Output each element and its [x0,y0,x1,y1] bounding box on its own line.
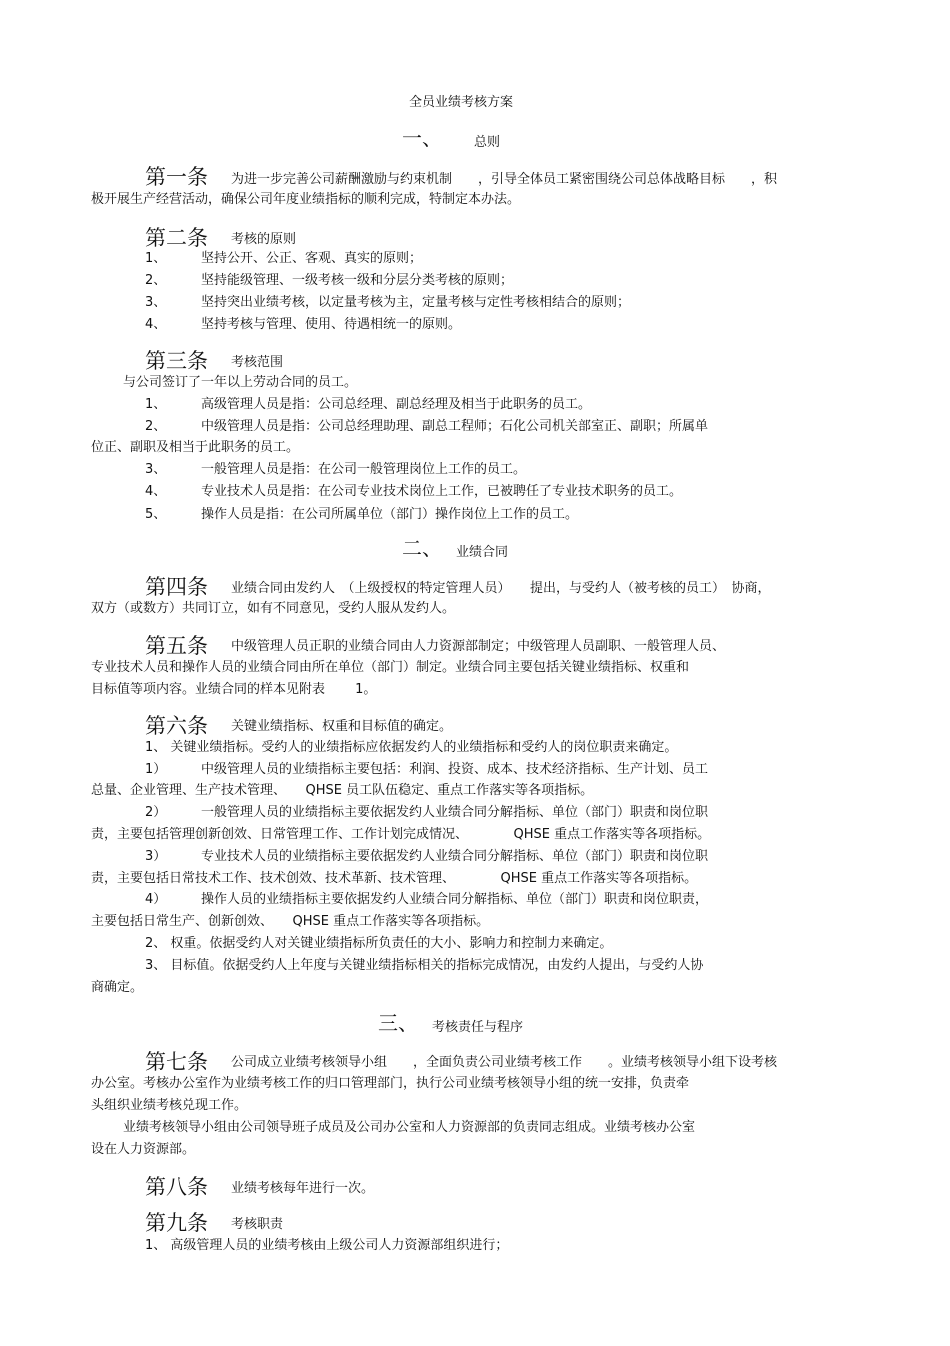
list-item-number: 2、 [145,419,167,434]
article-label: 关键业绩指标、权重和目标值的确定。 [231,719,453,734]
article-label: 考核的原则 [231,232,297,247]
paragraph-line: 与公司签订了一年以上劳动合同的员工。 [123,375,358,390]
article-heading: 第一条 [145,165,208,189]
paragraph-line: 中级管理人员正职的业绩合同由人力资源部制定；中级管理人员副职、一般管理人员、 [231,639,726,654]
article-label: 考核范围 [231,355,284,370]
list-item: 操作人员是指：在公司所属单位（部门）操作岗位上工作的员工。 [201,507,579,522]
list-item: 1、 关键业绩指标。受约人的业绩指标应依据发约人的业绩指标和受约人的岗位职责来确定。 [145,740,678,755]
paragraph-line: 公司成立业绩考核领导小组 ，全面负责公司业绩考核工作 。业绩考核领导小组下设考核 [231,1055,778,1070]
document-title: 全员业绩考核方案 [409,95,514,110]
section-title: 总则 [474,135,501,150]
paragraph-line: 设在人力资源部。 [91,1142,196,1157]
list-item-continuation: 责，主要包括管理创新创效、日常管理工作、工作计划完成情况、 QHSE 重点工作落实等各项指标。 [91,827,711,842]
list-item: 2、 权重。依据受约人对关键业绩指标所负责任的大小、影响力和控制力来确定。 [145,936,613,951]
list-item: 专业技术人员是指：在公司专业技术岗位上工作，已被聘任了专业技术职务的员工。 [201,484,683,499]
list-item: 专业技术人员的业绩指标主要依据发约人业绩合同分解指标、单位（部门）职责和岗位职 [201,849,709,864]
list-item-number: 4、 [145,317,167,332]
list-item-continuation: 商确定。 [91,980,144,995]
list-item: 一般管理人员的业绩指标主要依据发约人业绩合同分解指标、单位（部门）职责和岗位职 [201,805,709,820]
paragraph-line: 办公室。考核办公室作为业绩考核工作的归口管理部门，执行公司业绩考核领导小组的统一安排，负责牵 [91,1076,690,1091]
list-item-continuation: 位正、副职及相当于此职务的员工。 [91,440,300,455]
list-item-number: 3、 [145,295,167,310]
article-heading: 第二条 [145,226,208,250]
paragraph-line: 业绩考核领导小组由公司领导班子成员及公司办公室和人力资源部的负责同志组成。业绩考核办公室 [123,1120,696,1135]
list-item-number: 1、 [145,397,167,412]
list-item-number: 3、 [145,462,167,477]
list-item-number: 2、 [145,273,167,288]
paragraph-line: 目标值等项内容。业绩合同的样本见附表 1。 [91,682,377,697]
list-item-number: 1、 [145,251,167,266]
list-item-number: 5、 [145,507,167,522]
list-item-number: 2） [145,805,167,820]
section-title: 业绩合同 [456,545,509,560]
list-item-number: 4） [145,892,167,907]
section-number: 三、 [378,1011,418,1035]
list-item-continuation: 总量、企业管理、生产技术管理、 QHSE 员工队伍稳定、重点工作落实等各项指标。 [91,783,594,798]
article-heading: 第三条 [145,349,208,373]
article-heading: 第四条 [145,575,208,599]
paragraph-line: 为进一步完善公司薪酬激励与约束机制 ，引导全体员工紧密围绕公司总体战略目标 ，积 [231,172,778,187]
article-heading: 第五条 [145,634,208,658]
list-item: 坚持能级管理、一级考核一级和分层分类考核的原则； [201,273,514,288]
list-item-continuation: 主要包括日常生产、创新创效、 QHSE 重点工作落实等各项指标。 [91,914,490,929]
list-item: 1、 高级管理人员的业绩考核由上级公司人力资源部组织进行； [145,1238,509,1253]
list-item: 坚持公开、公正、客观、真实的原则； [201,251,423,266]
list-item: 操作人员的业绩指标主要依据发约人业绩合同分解指标、单位（部门）职责和岗位职责， [201,892,709,907]
list-item: 一般管理人员是指：在公司一般管理岗位上工作的员工。 [201,462,527,477]
section-number: 二、 [402,536,442,560]
article-heading: 第七条 [145,1050,208,1074]
list-item-number: 3） [145,849,167,864]
paragraph-line: 专业技术人员和操作人员的业绩合同由所在单位（部门）制定。业绩合同主要包括关键业绩指标、权重和 [91,660,690,675]
article-heading: 第六条 [145,714,208,738]
list-item: 中级管理人员是指：公司总经理助理、副总工程师；石化公司机关部室正、副职；所属单 [201,419,709,434]
paragraph-line: 业绩合同由发约人 （上级授权的特定管理人员） 提出，与受约人（被考核的员工） 协商， [231,581,771,596]
list-item-number: 1） [145,762,167,777]
list-item-number: 4、 [145,484,167,499]
list-item: 高级管理人员是指：公司总经理、副总经理及相当于此职务的员工。 [201,397,592,412]
article-label: 考核职责 [231,1217,284,1232]
article-heading: 第八条 [145,1175,208,1199]
list-item-continuation: 责，主要包括日常技术工作、技术创效、技术革新、技术管理、 QHSE 重点工作落实等各项指标。 [91,871,698,886]
paragraph-line: 业绩考核每年进行一次。 [231,1181,375,1196]
section-title: 考核责任与程序 [432,1020,524,1035]
paragraph-line: 头组织业绩考核兑现工作。 [91,1098,248,1113]
article-heading: 第九条 [145,1211,208,1235]
list-item: 坚持突出业绩考核，以定量考核为主，定量考核与定性考核相结合的原则； [201,295,631,310]
list-item: 坚持考核与管理、使用、待遇相统一的原则。 [201,317,462,332]
list-item: 中级管理人员的业绩指标主要包括：利润、投资、成本、技术经济指标、生产计划、员工 [201,762,709,777]
paragraph-line: 双方（或数方）共同订立，如有不同意见，受约人服从发约人。 [91,601,456,616]
list-item: 3、 目标值。依据受约人上年度与关键业绩指标相关的指标完成情况，由发约人提出，与受约人协 [145,958,704,973]
section-number: 一、 [402,126,442,150]
paragraph-line: 极开展生产经营活动，确保公司年度业绩指标的顺利完成，特制定本办法。 [91,192,521,207]
